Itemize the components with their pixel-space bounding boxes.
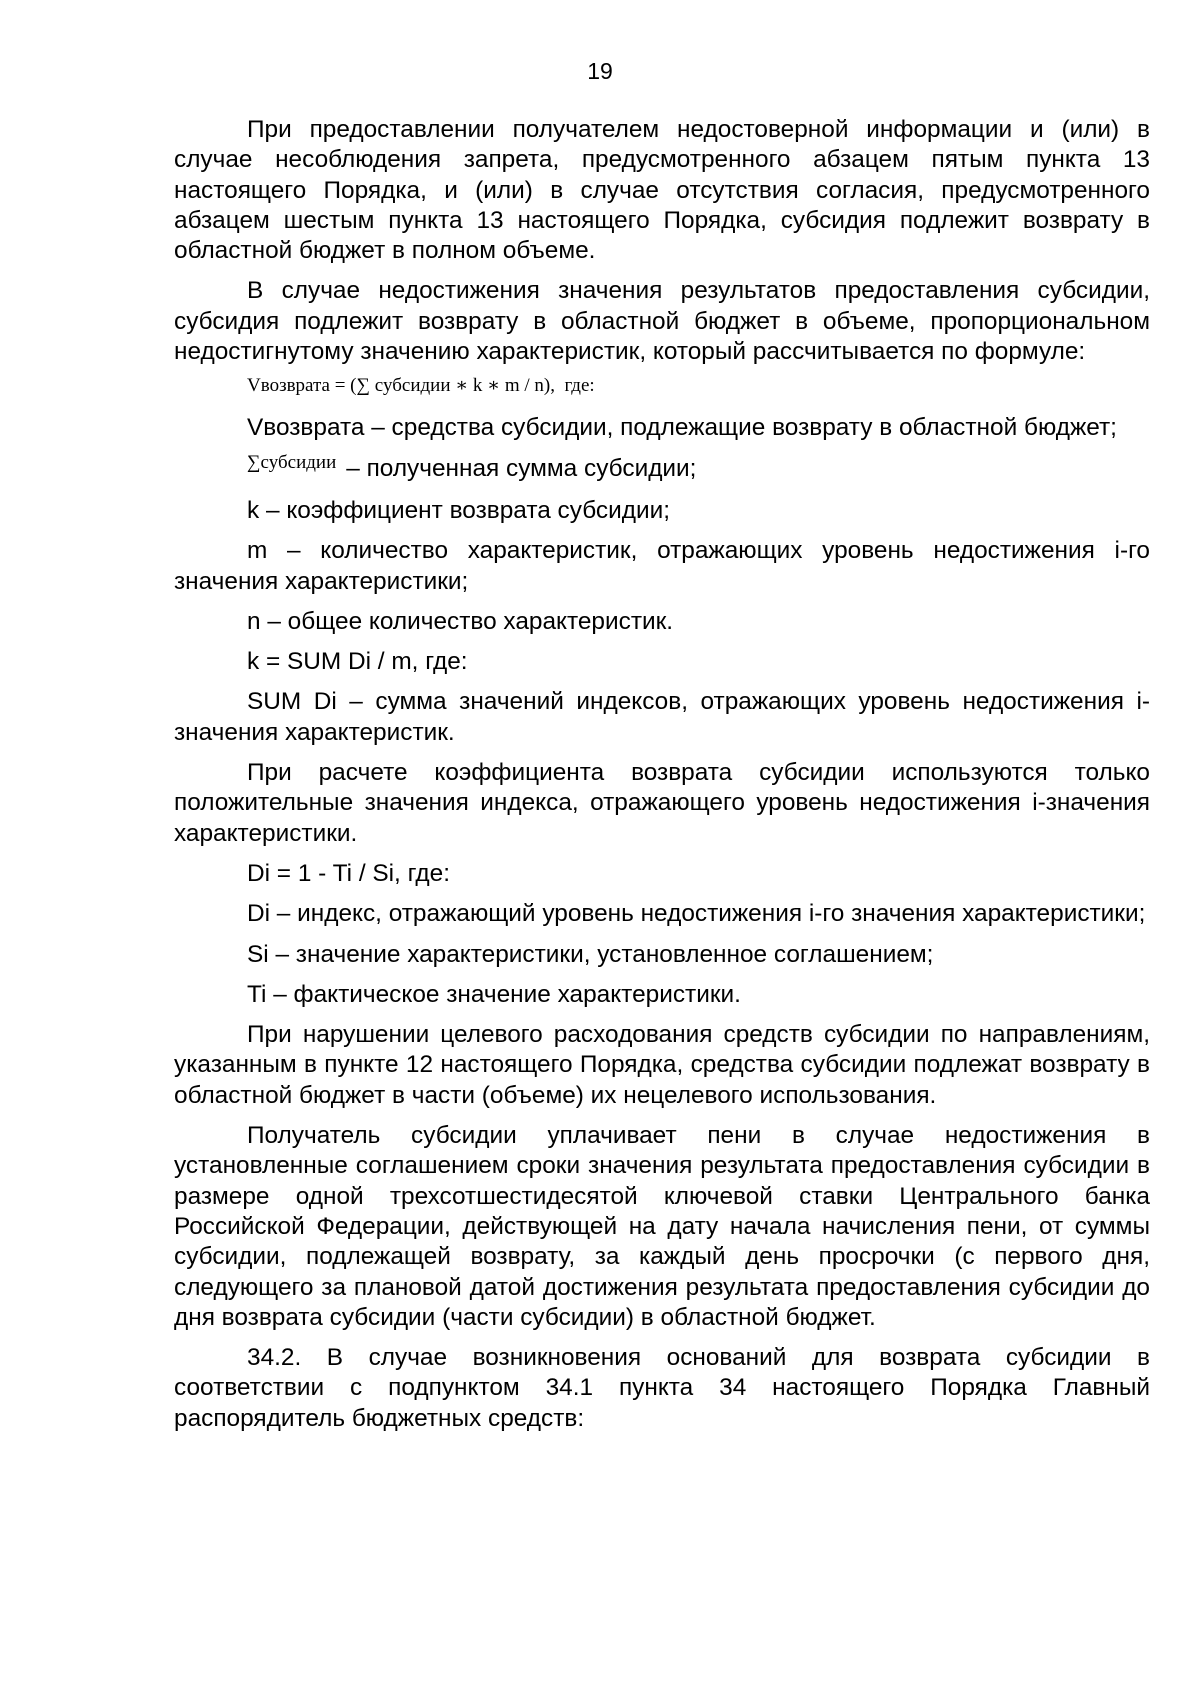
paragraph-nonachievement: В случае недостижения значения результатов предоставления субсидии, субсидия подлежит возврату в областной бюджет в объеме, пропорциональном недостигнутому значению характеристик, который рассчитывается по формуле: <box>174 277 1150 366</box>
paragraph-k-def: k – коэффициент возврата субсидии; <box>247 496 670 524</box>
document-body <box>174 115 1150 1444</box>
formula-v-return: Vвозврата = (∑ субсидии ∗ k ∗ m / n), где: <box>247 375 595 397</box>
paragraph-misuse: При нарушении целевого расходования средств субсидии по направлениям, указанным в пункте 12 настоящего Порядка, средства субсидии подлежат возврату в областной бюджет в части (объеме) их нецелевого использования. <box>174 1021 1150 1109</box>
paragraph-v-return-def: Vвозврата – средства субсидии, подлежащие возврату в областной бюджет; <box>247 414 1117 442</box>
paragraph-false-info: При предоставлении получателем недостоверной информации и (или) в случае несоблюдения запрета, предусмотренного абзацем пятым пункта 13 настоящего Порядка, и (или) в случае отсутствия согласия, предусмотренного абзацем шестым пункта 13 настоящего Порядка, субсидия подлежит возврату в областной бюджет в полном объеме. <box>174 116 1150 265</box>
paragraph-si-def: Si – значение характеристики, установленное соглашением; <box>247 940 934 968</box>
page-number: 19 <box>587 58 613 84</box>
paragraph-di-def: Di – индекс, отражающий уровень недостижения i-го значения характеристики; <box>247 900 1146 928</box>
paragraph-n-def: n – общее количество характеристик. <box>247 607 674 635</box>
paragraph-34-2: 34.2. В случае возникновения оснований для возврата субсидии в соответствии с подпунктом 34.1 пункта 34 настоящего Порядка Главный распорядитель бюджетных средств: <box>174 1344 1150 1432</box>
sum-symbol: ∑субсидии <box>247 451 337 473</box>
paragraph-sum-di-def: SUM Di – сумма значений индексов, отражающих уровень недостижения i-значения характеристик. <box>174 688 1150 746</box>
sum-subsidy-text: – полученная сумма субсидии; <box>346 454 697 482</box>
paragraph-m-def: m – количество характеристик, отражающих уровень недостижения i-го значения характеристики; <box>174 537 1150 595</box>
paragraph-penalty: Получатель субсидии уплачивает пени в случае недостижения в установленные соглашением сроки значения результата предоставления субсидии в размере одной трехсотшестидесятой ключевой ставки Центрального банка Российской Федерации, действующей на дату начала начисления пени, от суммы субсидии, подлежащей возврату, за каждый день просрочки (с первого дня, следующего за плановой датой достижения результата предоставления субсидии до дня возврата субсидии (части субсидии) в областной бюджет. <box>174 1122 1150 1331</box>
paragraph-ti-def: Ti – фактическое значение характеристики. <box>247 980 741 1008</box>
paragraph-positive-values: При расчете коэффициента возврата субсидии используются только положительные значения индекса, отражающего уровень недостижения i-значения характеристики. <box>174 759 1150 847</box>
formula-di: Di = 1 - Ti / Si, где: <box>247 859 450 887</box>
paragraph-sum-subsidy-def <box>174 451 1150 486</box>
formula-k: k = SUM Di / m, где: <box>247 648 468 676</box>
